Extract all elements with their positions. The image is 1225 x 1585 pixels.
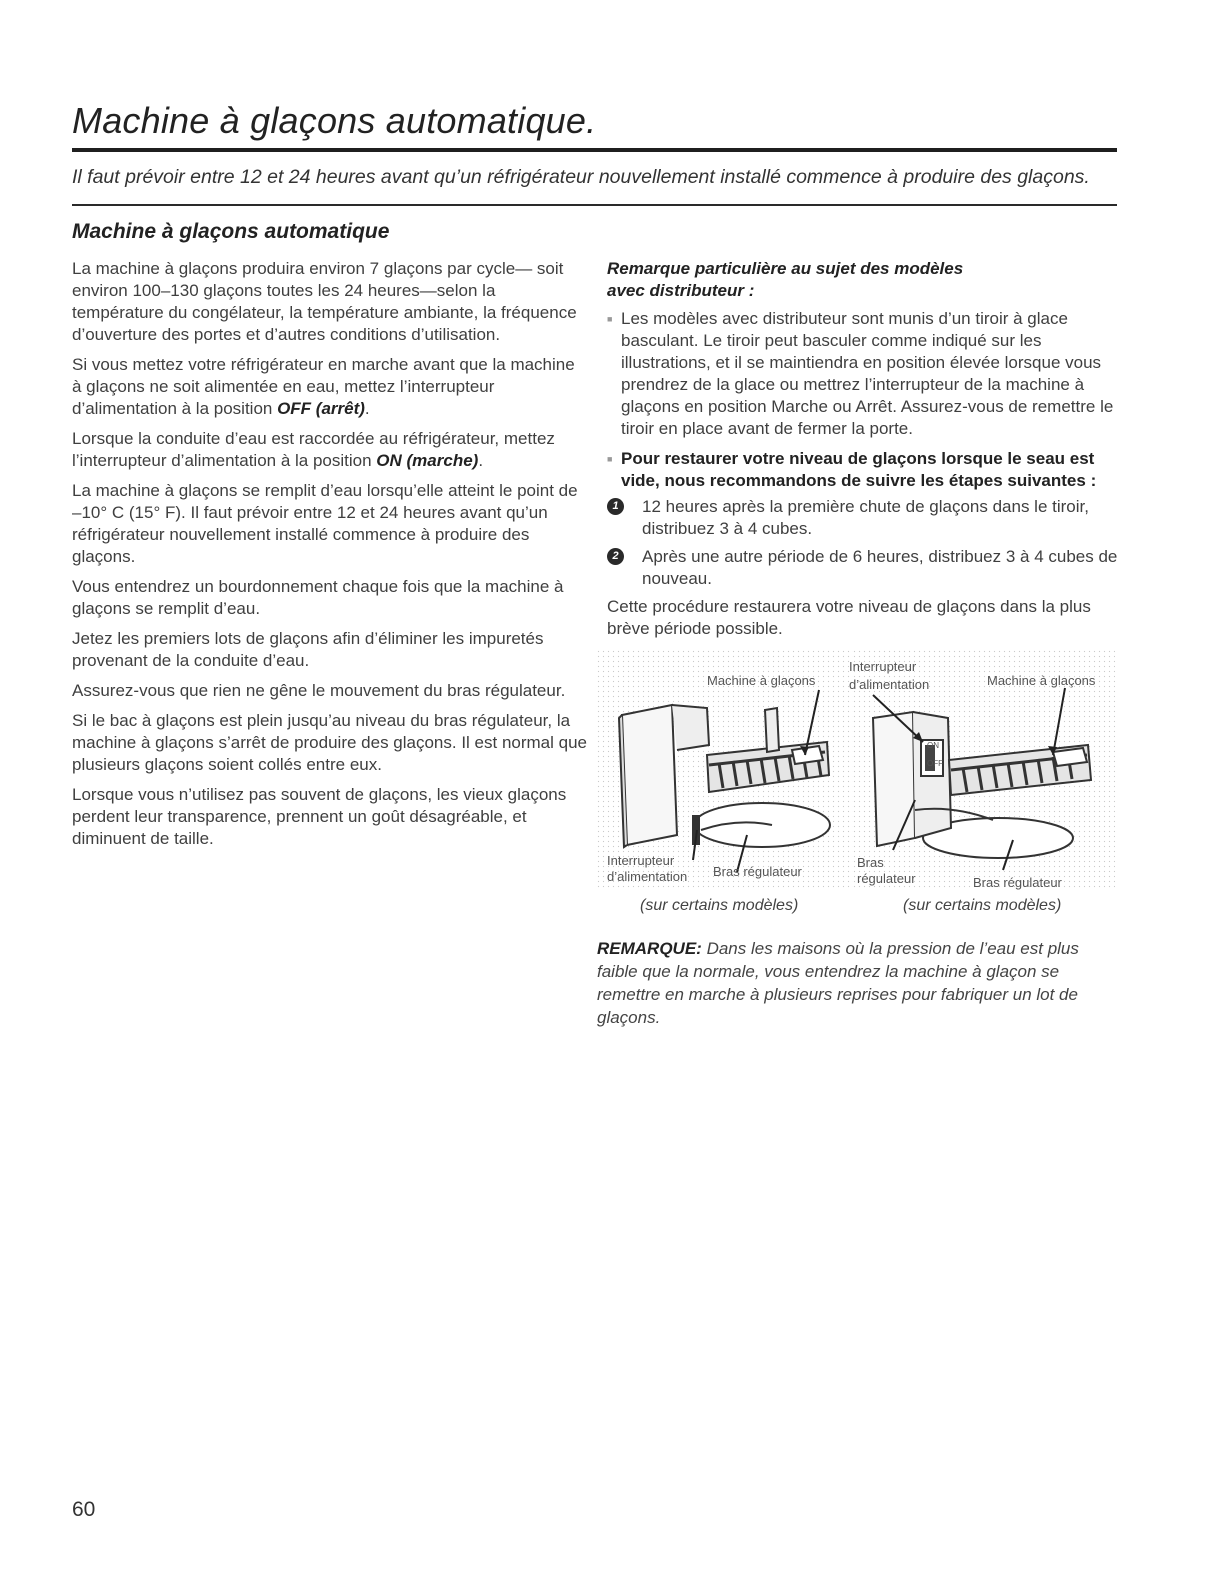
page-number: 60: [72, 1498, 96, 1521]
bullet-item: ■ Les modèles avec distributeur sont munis d’un tiroir à glace basculant. Le tiroir peut basculer comme indiqué sur les illustrations, et il se maintiendra en position élevée lorsque vous prendrez de la glace ou mettrez l’interrupteur de la machine à glaçons en position Marche ou Arrêt. Assurez-vous de remettre le tiroir en place avant de fermer la porte.: [607, 309, 1114, 438]
special-note-title: Remarque particulière au sujet des modèles avec distributeur :: [607, 259, 964, 300]
remark-label: REMARQUE:: [597, 939, 702, 958]
paragraph: Jetez les premiers lots de glaçons afin d’éliminer les impuretés provenant de la conduite d’eau.: [72, 629, 544, 670]
feeler-arm-label: Bras régulateur: [973, 875, 1062, 890]
paragraph: La machine à glaçons se remplit d’eau lorsqu’elle atteint le point de –10° C (15° F). Il faut prévoir entre 12 et 24 heures avant qu’un réfrigérateur nouvellement installé commence à produire des glaçons.: [72, 481, 578, 566]
title-rule: [72, 148, 1117, 152]
off-label: OFF (arrêt): [277, 399, 365, 418]
step-number-icon: 2: [607, 548, 624, 565]
page-subtitle: Il faut prévoir entre 12 et 24 heures avant qu’un réfrigérateur nouvellement installé commence à produire des glaçons.: [72, 166, 1090, 188]
illustration-caption: (sur certains modèles): [640, 897, 799, 914]
paragraph: Si vous mettez votre réfrigérateur en marche avant que la machine à glaçons ne soit alimentée en eau, mettez l’interrupteur d’alimentation à la position OFF (arrêt).: [72, 355, 575, 418]
switch-off-label: OFF: [927, 759, 943, 768]
icemaker-illustration-right: [849, 650, 1115, 890]
paragraph: Si le bac à glaçons est plein jusqu’au niveau du bras régulateur, la machine à glaçons s’arrêt de produire des glaçons. Il est normal que plusieurs glaçons soient collés entre eux.: [72, 711, 588, 774]
bullet-item: ■ Pour restaurer votre niveau de glaçons lorsque le seau est vide, nous recommandons de suivre les étapes suivantes :: [607, 449, 1097, 490]
icemaker-label: Machine à glaçons: [707, 673, 816, 688]
on-label: ON (marche): [376, 451, 479, 470]
power-switch-label: Interrupteur: [607, 853, 675, 868]
bullet-icon: ■: [607, 454, 613, 464]
remark-note: REMARQUE: Dans les maisons où la pression de l’eau est plus faible que la normale, vous entendrez la machine à glaçon se remettre en marche à plusieurs reprises pour fabriquer un lot de glaçons.: [597, 939, 1079, 1027]
illustration-caption: (sur certains modèles): [903, 897, 1062, 914]
paragraph: Assurez-vous que rien ne gêne le mouvement du bras régulateur.: [72, 681, 566, 700]
switch-on-label: ON: [927, 741, 939, 750]
icemaker-illustration-left: [597, 650, 859, 890]
section-heading: Machine à glaçons automatique: [72, 220, 390, 243]
paragraph: La machine à glaçons produira environ 7 glaçons par cycle— soit environ 100–130 glaçons toutes les 24 heures—selon la température du congélateur, la température ambiante, la fréquence d’ouverture des portes et d’autres conditions d’utilisation.: [72, 259, 577, 344]
power-switch-label: d’alimentation: [607, 869, 688, 884]
left-column: [72, 258, 587, 858]
power-switch-label: Interrupteur: [849, 659, 917, 674]
bullet-icon: ■: [607, 314, 613, 324]
subtitle-rule: [72, 204, 1117, 206]
feeler-arm-label: Bras: [857, 855, 884, 870]
paragraph: Cette procédure restaurera votre niveau de glaçons dans la plus brève période possible.: [607, 597, 1091, 638]
step-item: 2 Après une autre période de 6 heures, distribuez 3 à 4 cubes de nouveau.: [607, 546, 1122, 590]
step-number-icon: 1: [607, 498, 624, 515]
right-column: [607, 258, 1122, 648]
power-switch-label: d’alimentation: [849, 677, 930, 692]
step-item: 1 12 heures après la première chute de glaçons dans le tiroir, distribuez 3 à 4 cubes.: [607, 496, 1122, 540]
paragraph: Lorsque la conduite d’eau est raccordée au réfrigérateur, mettez l’interrupteur d’alimentation à la position ON (marche).: [72, 429, 555, 470]
icemaker-label: Machine à glaçons: [987, 673, 1096, 688]
feeler-arm-label: régulateur: [857, 871, 916, 886]
paragraph: Lorsque vous n’utilisez pas souvent de glaçons, les vieux glaçons perdent leur transparence, prennent un goût désagréable, et diminuent de taille.: [72, 785, 567, 848]
paragraph: Vous entendrez un bourdonnement chaque fois que la machine à glaçons se remplit d’eau.: [72, 577, 564, 618]
feeler-arm-label: Bras régulateur: [713, 864, 802, 879]
page-title: Machine à glaçons automatique.: [72, 100, 597, 141]
